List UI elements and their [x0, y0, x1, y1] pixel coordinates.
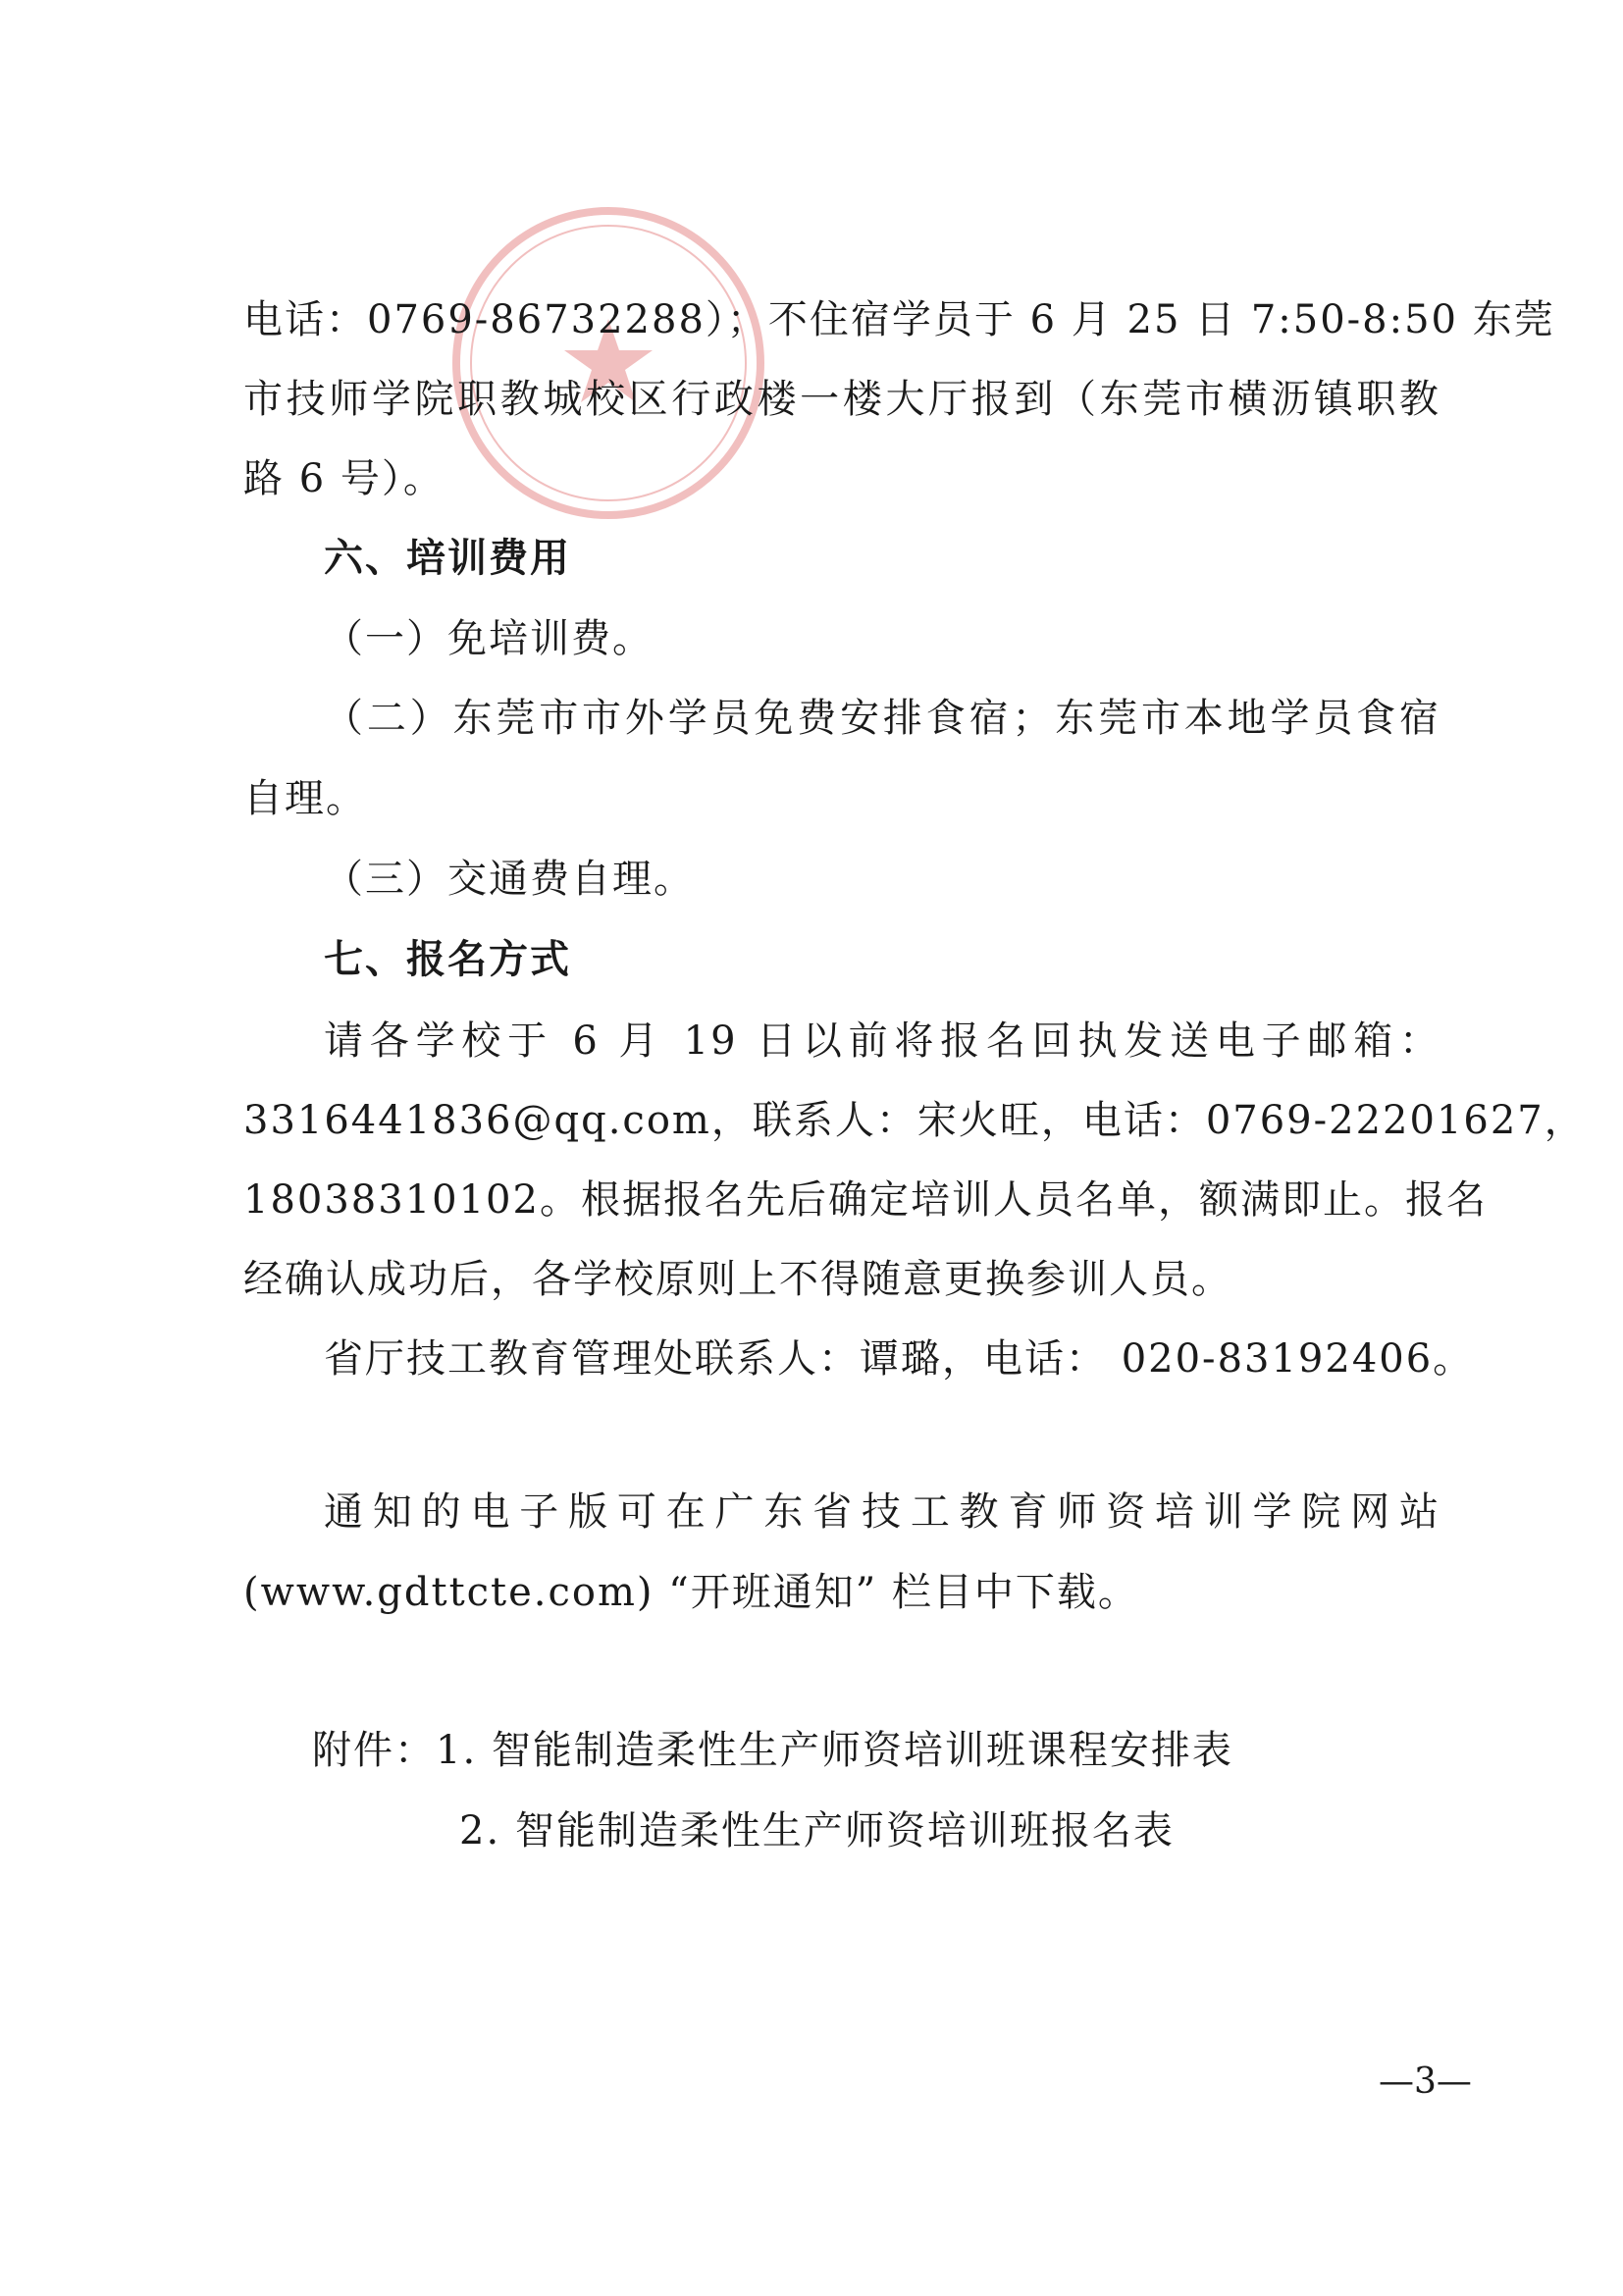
section-7-heading: 七、报名方式: [324, 936, 571, 982]
attachment-line-2: 2. 智能制造柔性生产师资培训班报名表: [459, 1808, 1175, 1853]
section-7-line-5: 省厅技工教育管理处联系人：谭璐，电话： 020-83192406。: [324, 1336, 1475, 1382]
section-6-item-1: （一）免培训费。: [324, 616, 654, 661]
notice-line-1: 通知的电子版可在广东省技工教育师资培训学院网站: [324, 1489, 1440, 1535]
body-line-2: 市技师学院职教城校区行政楼一楼大厅报到（东莞市横沥镇职教: [243, 377, 1440, 422]
official-seal-stamp: [446, 201, 770, 525]
section-7-line-4: 经确认成功后，各学校原则上不得随意更换参训人员。: [243, 1257, 1232, 1302]
notice-line-2: (www.gdttcte.com) “开班通知” 栏目中下载。: [243, 1570, 1139, 1615]
page-number: —3—: [1379, 2061, 1472, 2102]
section-6-item-3: （三）交通费自理。: [324, 857, 695, 902]
attachment-line-1: 附件：1. 智能制造柔性生产师资培训班课程安排表: [312, 1728, 1233, 1773]
section-6-item-2-line-1: （二）东莞市市外学员免费安排食宿；东莞市本地学员食宿: [324, 696, 1440, 741]
body-line-1: 电话：0769-86732288）；不住宿学员于 6 月 25 日 7:50-8:50 东莞: [243, 297, 1555, 342]
section-6-item-2-line-2: 自理。: [243, 776, 367, 821]
section-6-heading: 六、培训费用: [324, 535, 571, 581]
section-7-line-1: 请各学校于 6 月 19 日以前将报名回执发送电子邮箱：: [324, 1018, 1440, 1064]
section-7-line-2: 3316441836@qq.com，联系人：宋火旺，电话：0769-22201627，: [243, 1098, 1586, 1143]
section-7-line-3: 18038310102。根据报名先后确定培训人员名单，额满即止。报名: [243, 1177, 1488, 1223]
body-line-3: 路 6 号）。: [243, 456, 445, 501]
